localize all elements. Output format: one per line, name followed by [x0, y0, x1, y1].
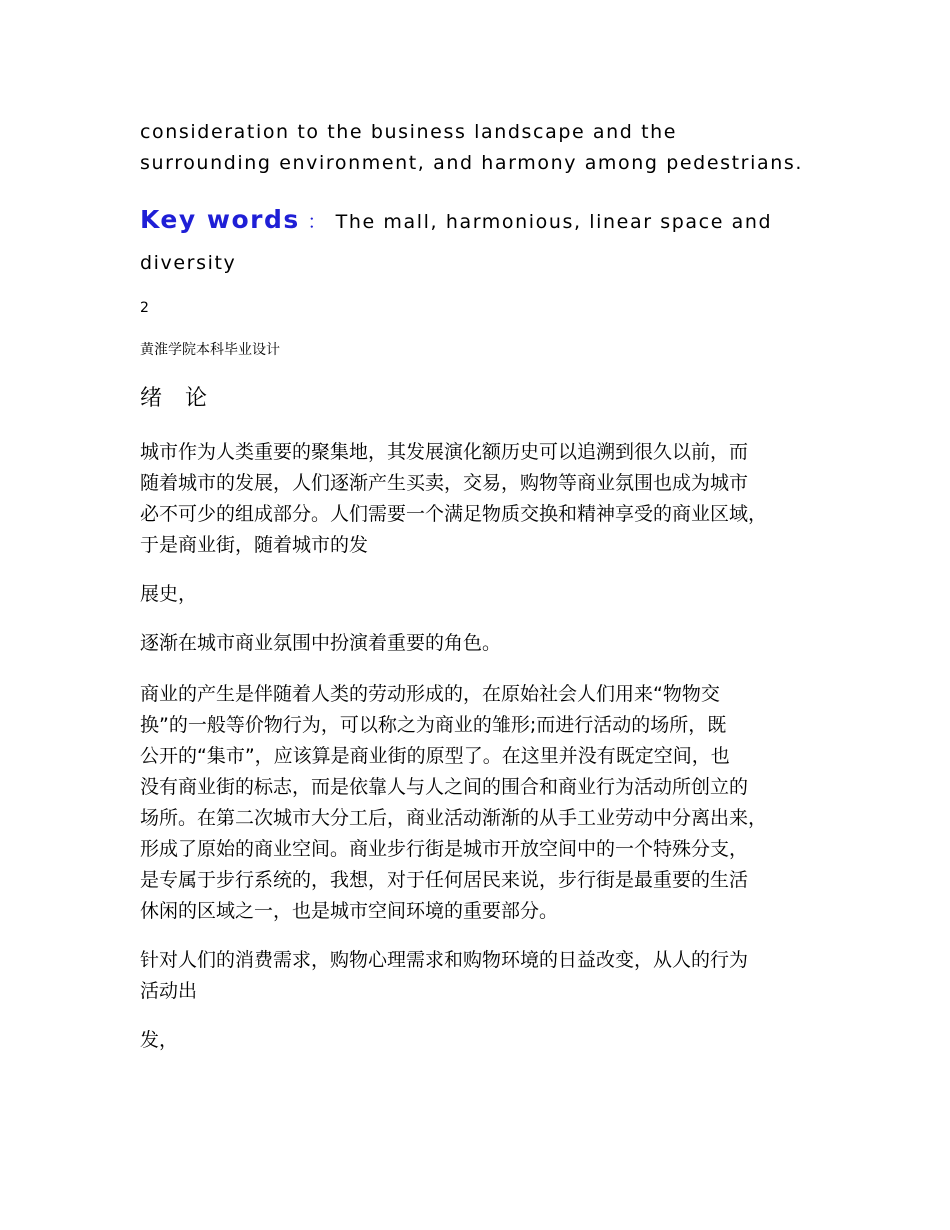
paragraph-4-line-4: 没有商业街的标志，而是依靠人与人之间的围合和商业行为活动所创立的 — [140, 776, 749, 798]
paragraph-4-line-5: 场所。在第二次城市大分工后，商业活动渐渐的从手工业劳动中分离出来， — [140, 807, 768, 829]
paragraph-1-line-2: 随着城市的发展，人们逐渐产生买卖，交易，购物等商业氛围也成为城市 — [140, 472, 749, 494]
section-title: 绪 论 — [140, 386, 215, 411]
paragraph-5-line-2: 活动出 — [140, 980, 198, 1002]
abstract-line-2: surrounding environment, and harmony among pedestrians. — [140, 152, 803, 174]
keywords-colon: ： — [307, 211, 329, 233]
page-header: 黄淮学院本科毕业设计 — [140, 342, 280, 358]
page-number: 2 — [140, 300, 149, 316]
keywords-label: Key words — [140, 205, 300, 234]
paragraph-4-line-6: 形成了原始的商业空间。商业步行街是城市开放空间中的一个特殊分支， — [140, 838, 749, 860]
paragraph-2: 展史， — [140, 583, 198, 605]
paragraph-1-line-3: 必不可少的组成部分。人们需要一个满足物质交换和精神享受的商业区域， — [140, 503, 768, 525]
paragraph-1-line-1: 城市作为人类重要的聚集地，其发展演化额历史可以追溯到很久以前，而 — [140, 441, 749, 463]
paragraph-3: 逐渐在城市商业氛围中扮演着重要的角色。 — [140, 632, 502, 654]
paragraph-4-line-8: 休闲的区域之一，也是城市空间环境的重要部分。 — [140, 900, 559, 922]
paragraph-5-line-1: 针对人们的消费需求，购物心理需求和购物环境的日益改变，从人的行为 — [140, 949, 749, 971]
paragraph-6: 发， — [140, 1029, 179, 1051]
paragraph-4-line-2: 换”的一般等价物行为，可以称之为商业的雏形;而进行活动的场所，既 — [140, 714, 727, 736]
paragraph-4-line-1: 商业的产生是伴随着人类的劳动形成的，在原始社会人们用来“物物交 — [140, 683, 720, 705]
paragraph-4-line-3: 公开的“集市”，应该算是商业街的原型了。在这里并没有既定空间，也 — [140, 745, 730, 767]
abstract-line-1: consideration to the business landscape and the — [140, 121, 678, 143]
keywords-line-1 — [140, 207, 772, 232]
keywords-text: The mall, harmonious, linear space and — [335, 211, 773, 233]
paragraph-1-line-4: 于是商业街，随着城市的发 — [140, 534, 369, 556]
keywords-line-2: diversity — [140, 252, 237, 274]
paragraph-4-line-7: 是专属于步行系统的，我想，对于任何居民来说，步行街是最重要的生活 — [140, 869, 749, 891]
